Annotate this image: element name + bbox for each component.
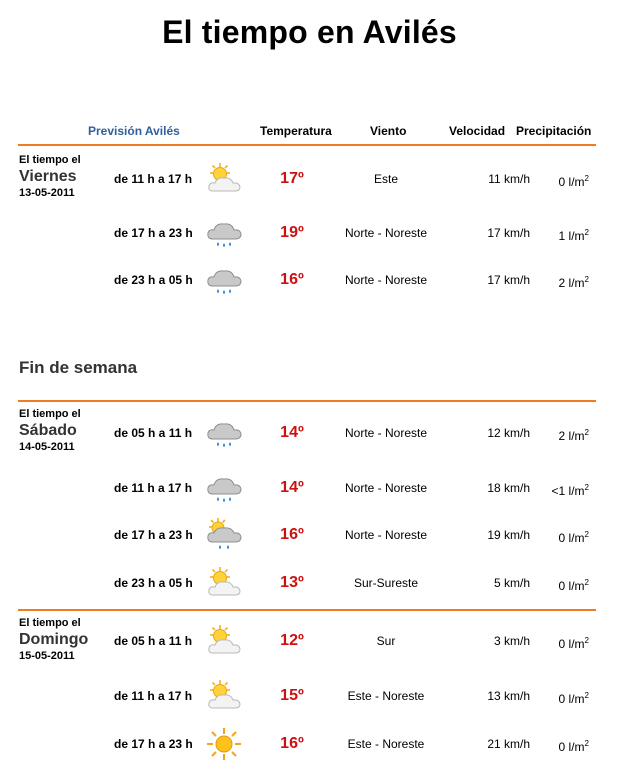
rain-cloud-icon xyxy=(205,470,243,506)
precipitation-unit: l/m xyxy=(568,229,585,243)
rain-cloud-icon xyxy=(205,415,243,451)
precipitation-unit: l/m xyxy=(568,692,585,706)
temperature-value: 12º xyxy=(280,632,304,649)
forecast-row xyxy=(0,213,619,253)
precipitation-value xyxy=(559,515,589,558)
wind-speed: 17 km/h xyxy=(487,273,530,287)
wind-direction: Norte - Noreste xyxy=(344,273,428,287)
period-label: de 11 h a 17 h xyxy=(114,689,193,703)
precipitation-amount: 0 xyxy=(558,740,566,754)
precipitation-unit-exponent: 2 xyxy=(584,228,589,237)
forecast-row xyxy=(0,413,619,453)
temperature-value: 17º xyxy=(280,170,304,187)
precipitation-unit-exponent: 2 xyxy=(584,275,589,284)
period-label: de 11 h a 17 h xyxy=(114,481,193,495)
precipitation-amount: 2 xyxy=(558,276,566,290)
sun-rain-cloud-icon xyxy=(205,517,243,553)
precipitation-unit: l/m xyxy=(568,484,585,498)
period-label: de 23 h a 05 h xyxy=(114,576,193,590)
weekend-divider xyxy=(18,400,596,402)
period-label: de 17 h a 23 h xyxy=(114,528,193,542)
precipitation-amount: <1 xyxy=(551,484,566,498)
precipitation-unit-exponent: 2 xyxy=(584,174,589,183)
header-divider xyxy=(18,144,596,146)
precipitation-value xyxy=(559,159,589,202)
sun-behind-cloud-icon xyxy=(205,565,243,601)
wind-speed: 11 km/h xyxy=(488,172,530,186)
header-precipitacion: Precipitación xyxy=(516,124,592,138)
wind-direction: Norte - Noreste xyxy=(344,426,428,440)
wind-direction: Sur-Sureste xyxy=(353,576,419,590)
precipitation-value xyxy=(552,468,589,511)
wind-speed: 3 km/h xyxy=(493,634,530,648)
precipitation-value xyxy=(559,676,589,719)
forecast-row xyxy=(0,676,619,716)
wind-speed: 12 km/h xyxy=(487,426,530,440)
forecast-row xyxy=(0,621,619,661)
wind-direction: Este xyxy=(373,172,398,186)
precipitation-amount: 2 xyxy=(558,429,566,443)
day-name: Domingo xyxy=(19,631,89,648)
day-name: Viernes xyxy=(19,168,77,185)
precipitation-amount: 0 xyxy=(558,637,566,651)
precipitation-amount: 1 xyxy=(558,229,566,243)
precipitation-unit-exponent: 2 xyxy=(584,691,589,700)
day-prefix: El tiempo el xyxy=(19,408,81,420)
precipitation-value xyxy=(559,621,589,664)
wind-direction: Sur xyxy=(376,634,396,648)
precipitation-unit-exponent: 2 xyxy=(584,530,589,539)
temperature-value: 16º xyxy=(280,271,304,288)
temperature-value: 16º xyxy=(280,526,304,543)
precipitation-unit-exponent: 2 xyxy=(584,739,589,748)
forecast-row xyxy=(0,563,619,603)
forecast-row xyxy=(0,515,619,555)
precipitation-value xyxy=(559,563,589,606)
sun-behind-cloud-icon xyxy=(205,623,243,659)
rain-cloud-icon xyxy=(205,262,243,298)
wind-direction: Norte - Noreste xyxy=(344,528,428,542)
sun-behind-cloud-icon xyxy=(205,161,243,197)
day-prefix: El tiempo el xyxy=(19,617,81,629)
precipitation-amount: 0 xyxy=(558,579,566,593)
wind-direction: Norte - Noreste xyxy=(344,481,428,495)
sun-icon xyxy=(205,726,243,762)
sun-behind-cloud-icon xyxy=(205,678,243,714)
precipitation-unit: l/m xyxy=(568,276,585,290)
header-prevision-link[interactable]: Previsión Avilés xyxy=(88,124,180,138)
precipitation-unit-exponent: 2 xyxy=(584,428,589,437)
precipitation-unit-exponent: 2 xyxy=(584,483,589,492)
forecast-row xyxy=(0,260,619,300)
precipitation-value xyxy=(559,724,589,767)
period-label: de 17 h a 23 h xyxy=(114,226,193,240)
forecast-row xyxy=(0,468,619,508)
temperature-value: 19º xyxy=(280,224,304,241)
wind-direction: Este - Noreste xyxy=(347,737,425,751)
period-label: de 05 h a 11 h xyxy=(114,426,193,440)
temperature-value: 14º xyxy=(280,424,304,441)
precipitation-value xyxy=(559,413,589,456)
precipitation-unit: l/m xyxy=(568,637,585,651)
rain-cloud-icon xyxy=(205,215,243,251)
day-date: 13-05-2011 xyxy=(19,187,75,199)
temperature-value: 15º xyxy=(280,687,304,704)
precipitation-value xyxy=(559,260,589,303)
temperature-value: 14º xyxy=(280,479,304,496)
wind-speed: 5 km/h xyxy=(493,576,530,590)
weekend-title: Fin de semana xyxy=(19,358,138,377)
header-velocidad: Velocidad xyxy=(449,124,506,138)
temperature-value: 16º xyxy=(280,735,304,752)
period-label: de 05 h a 11 h xyxy=(114,634,193,648)
day-name: Sábado xyxy=(19,422,77,439)
precipitation-amount: 0 xyxy=(558,175,566,189)
precipitation-value xyxy=(559,213,589,256)
precipitation-unit: l/m xyxy=(568,579,585,593)
temperature-value: 13º xyxy=(280,574,304,591)
period-label: de 11 h a 17 h xyxy=(114,172,193,186)
forecast-row xyxy=(0,159,619,199)
wind-speed: 13 km/h xyxy=(487,689,530,703)
precipitation-unit: l/m xyxy=(568,740,585,754)
forecast-row xyxy=(0,724,619,764)
wind-speed: 21 km/h xyxy=(487,737,530,751)
wind-speed: 18 km/h xyxy=(487,481,530,495)
wind-direction: Norte - Noreste xyxy=(344,226,428,240)
header-temperatura: Temperatura xyxy=(260,124,332,138)
day-date: 15-05-2011 xyxy=(19,650,75,662)
precipitation-unit: l/m xyxy=(568,175,585,189)
day-prefix: El tiempo el xyxy=(19,154,81,166)
precipitation-unit-exponent: 2 xyxy=(584,636,589,645)
precipitation-amount: 0 xyxy=(558,531,566,545)
precipitation-amount: 0 xyxy=(558,692,566,706)
page-title: El tiempo en Avilés xyxy=(162,14,457,50)
wind-speed: 19 km/h xyxy=(487,528,530,542)
precipitation-unit: l/m xyxy=(568,429,585,443)
day-date: 14-05-2011 xyxy=(19,441,75,453)
precipitation-unit-exponent: 2 xyxy=(584,578,589,587)
wind-speed: 17 km/h xyxy=(487,226,530,240)
precipitation-unit: l/m xyxy=(568,531,585,545)
wind-direction: Este - Noreste xyxy=(347,689,425,703)
header-viento: Viento xyxy=(370,124,407,138)
period-label: de 23 h a 05 h xyxy=(114,273,193,287)
period-label: de 17 h a 23 h xyxy=(114,737,193,751)
day-divider xyxy=(18,609,596,611)
